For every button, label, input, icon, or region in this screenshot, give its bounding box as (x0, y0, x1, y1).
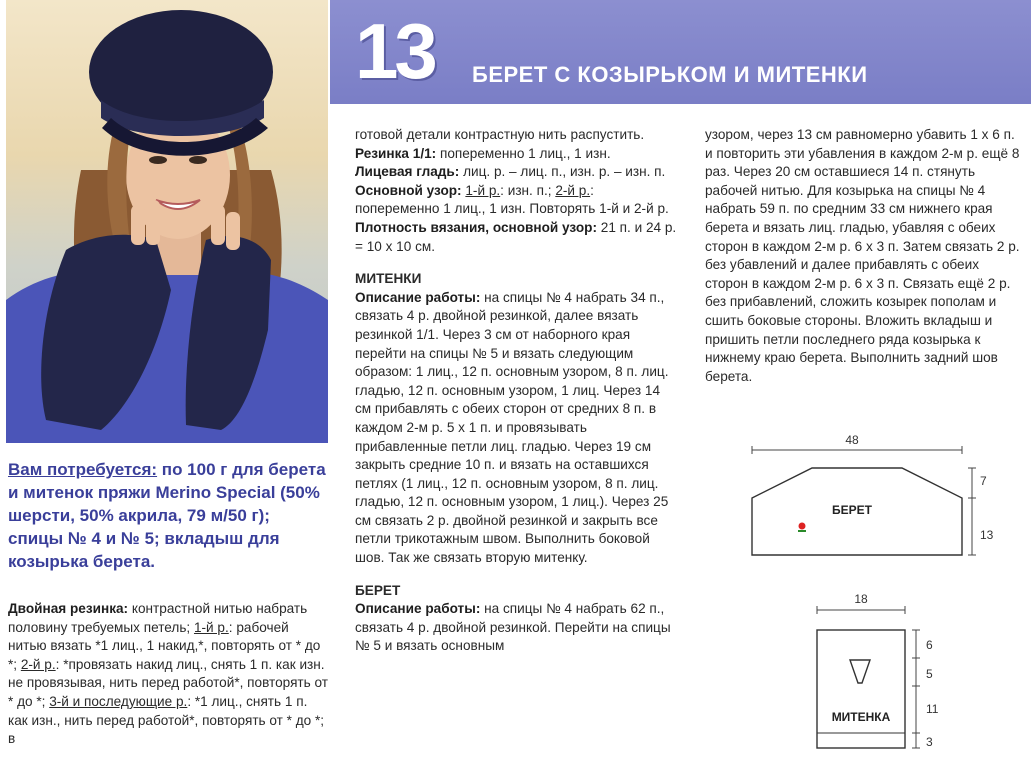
beret-paragraph (355, 600, 678, 656)
density-label: Плотность вязания, основной узор: (355, 219, 597, 235)
beret-body-label: 13 (980, 528, 994, 542)
stockinette-label: Лицевая гладь: (355, 164, 460, 180)
main-pattern-text-2: : попеременно 1 лиц., 1 изн. Повторять 1-й и 2-й р. (355, 182, 669, 217)
mitten-diagram-label: МИТЕНКА (831, 710, 891, 724)
mitten-shape (817, 630, 905, 748)
double-rib-paragraph (8, 600, 328, 749)
density-text: 21 п. и 24 р. = 10 х 10 см. (355, 219, 677, 254)
mitten-diagram (800, 588, 960, 758)
column-2 (355, 126, 678, 656)
product-photo (6, 0, 328, 443)
rib-text: попеременно 1 лиц., 1 изн. (436, 145, 611, 161)
main-row-2-ref: 2-й р. (555, 182, 591, 198)
requirements-lead: Вам потребуется: (8, 460, 158, 479)
beret-diagram (740, 430, 1020, 565)
main-pattern-label: Основной узор: (355, 182, 462, 198)
column-1 (8, 600, 328, 749)
row-1-ref: 1-й р. (193, 619, 229, 635)
mitten-dim-4: 3 (926, 735, 933, 749)
rib-paragraph (355, 145, 678, 164)
density-paragraph (355, 219, 678, 256)
requirements-text: по 100 г для берета и митенок пряжи Merino Special (50% шерсти, 50% акрила, 79 м/50 г); спицы № 4 и № 5; вкладыш для козырька берета. (8, 460, 326, 571)
beret-heading: БЕРЕТ (355, 582, 401, 598)
mitten-paragraph (355, 289, 678, 568)
double-rib-text-4: : *1 лиц., снять 1 п. как изн., нить перед работой*, повторять от * до *; в (8, 693, 325, 747)
column-3 (705, 126, 1023, 386)
double-rib-text-3: : *провязать накид лиц., снять 1 п. как изн. не провязывая, нить перед работой*, повторять от * до *; (8, 656, 328, 709)
double-rib-text-2: : рабочей нитью вязать *1 лиц., 1 накид,*, повторять от * до *; (8, 619, 321, 672)
pattern-number: 13 (355, 7, 434, 95)
mitten-heading: МИТЕНКИ (355, 271, 422, 287)
main-pattern-paragraph (355, 182, 678, 219)
mitten-dim-1: 6 (926, 638, 933, 652)
main-row-1-ref: 1-й р. (465, 182, 501, 198)
mitten-dim-3: 11 (926, 702, 939, 716)
beret-work-label: Описание работы: (355, 601, 481, 617)
stockinette-paragraph (355, 163, 678, 182)
beret-diagram-label: БЕРЕТ (832, 503, 872, 517)
rib-label: Резинка 1/1: (355, 145, 437, 161)
beret-width-label: 48 (845, 433, 859, 447)
mitten-work-label: Описание работы: (355, 289, 481, 305)
stockinette-text: лиц. р. – лиц. п., изн. р. – изн. п. (459, 164, 666, 180)
header-band (330, 0, 1031, 104)
main-pattern-text-1: : изн. п.; (500, 182, 556, 198)
mitten-work-text: на спицы № 4 набрать 34 п., связать 4 р. двойной резинкой, далее вязать резинкой 1/1. Через 3 см от наборного края перейти на спицы № 5 и вязать следующим образом: 1 лиц., 12 п. основным узором, 8 п. лиц. гладью, 12 п. основным узором, 1 лиц. Через 14 см прибавлять с обеих сторон от средних 8 п. в каждом 2-м р. 5 х 1 п. и провязывать прибавленные петли лиц. гладью. Через 19 см закрыть средние 10 п. и вязать на оставшихся петлях (1 лиц., 12 п. основным узором, 8 п. лиц. гладью, 12 п. основным узором, 1 лиц.). Через 25 см связать 2 р. двойной резинкой и закрыть все петли трикотажным швом. Выполнить боковой шов. Так же связать вторую митенку. (355, 289, 669, 566)
beret-continued-text: узором, через 13 см равномерно убавить 1 х 6 п. и повторить эти убавления в каждом 2-м р. ещё 8 раз. Через 20 см оставшиеся 14 п. стянуть рабочей нитью. Для козырька на спицы № 4 набрать 59 п. по средним 33 см нижнего края берета и вязать лиц. гладью, убавляя с обеих сторон в каждом 2-м р. 6 х 3 п. Затем связать 2 р. без убавлений и далее прибавлять с обеих сторон в каждом 2-м р. 6 х 3 п. Связать ещё 2 р. без прибавлений, сложить козырек пополам и сшить боковые стороны. Вложить вкладыш и пришить петли последнего ряда козырька к нижнему краю берета. Выполнить задний шов берета. (705, 127, 1020, 384)
pattern-title: БЕРЕТ С КОЗЫРЬКОМ И МИТЕНКИ (472, 62, 868, 87)
beret-work-text: на спицы № 4 набрать 62 п., связать 4 р. двойной резинкой. Перейти на спицы № 5 и вязать основным (355, 601, 671, 654)
model-illustration (6, 0, 328, 443)
double-rib-label: Двойная резинка: (8, 601, 129, 616)
row-2-ref: 2-й р. (20, 656, 56, 672)
requirements-block (8, 458, 328, 573)
double-rib-text-1: контрастной нитью набрать половину требуемых петель; (8, 601, 308, 635)
mitten-dim-2: 5 (926, 667, 933, 681)
continuation-text: готовой детали контрастную нить распустить. (355, 127, 645, 142)
mitten-width-label: 18 (854, 592, 868, 606)
beret-top-label: 7 (980, 474, 987, 488)
row-3-ref: 3-й и последующие р. (49, 693, 188, 709)
